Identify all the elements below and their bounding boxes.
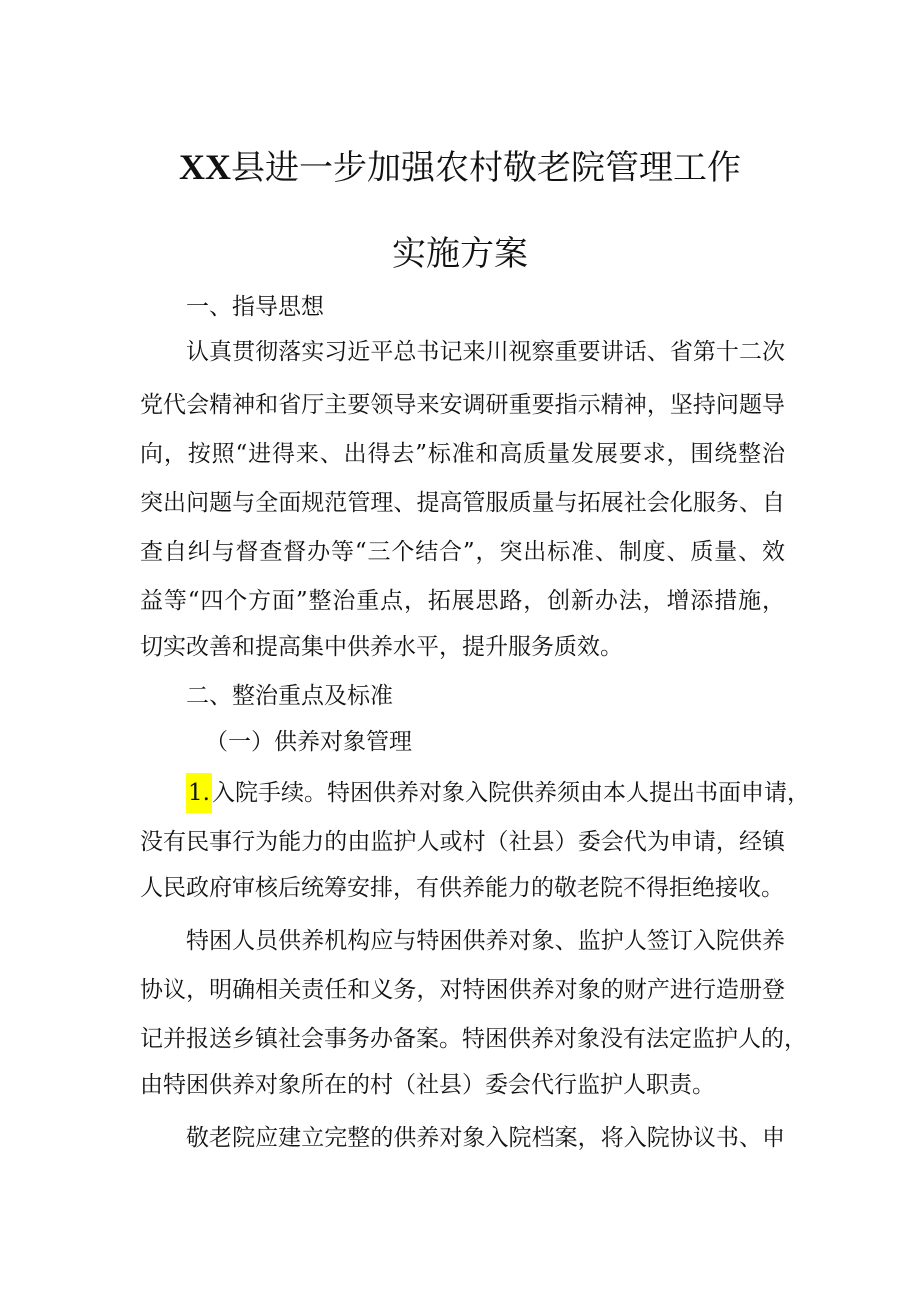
paragraph-3-line-4: 由特困供养对象所在的村（社县）委会代行监护人职责。 [140,1072,715,1098]
paragraph-1-line-5: 查自纠与督查督办等“三个结合”，突出标准、制度、质量、效 [140,539,785,565]
subsection-heading-1: （一）供养对象管理 [205,729,412,755]
item-1-number-highlight: 1. [186,773,212,813]
title-main: 县进一步加强农村敬老院管理工作 [231,148,741,188]
item-1-line-1 [188,773,810,813]
paragraph-3-line-3: 记并报送乡镇社会事务办备案。特困供养对象没有法定监护人的， [140,1026,807,1052]
item-1-line-2: 没有民事行为能力的由监护人或村（社县）委会代为申请，经镇 [140,829,785,855]
paragraph-1-line-2: 党代会精神和省厅主要领导来安调研重要指示精神，坚持问题导 [140,392,785,418]
paragraph-1-line-7: 切实改善和提高集中供养水平，提升服务质效。 [140,634,623,660]
section-heading-1: 一、指导思想 [186,294,324,320]
paragraph-1-line-6: 益等“四个方面”整治重点，拓展思路，创新办法，增添措施， [140,588,785,614]
paragraph-1-line-1: 认真贯彻落实习近平总书记来川视察重要讲话、省第十二次 [186,339,785,365]
document-title-line-1 [0,140,920,189]
paragraph-1-line-4: 突出问题与全面规范管理、提高管服质量与拓展社会化服务、自 [140,490,785,516]
paragraph-4-line-1: 敬老院应建立完整的供养对象入院档案，将入院协议书、申 [186,1125,785,1151]
document-title-line-2: 实施方案 [392,234,528,274]
section-heading-2: 二、整治重点及标准 [186,683,393,709]
paragraph-1-line-3: 向，按照“进得来、出得去”标准和高质量发展要求，围绕整治 [140,441,785,467]
title-prefix: XX [179,147,231,187]
item-1-text: 入院手续。特困供养对象入院供养须由本人提出书面申请， [211,780,810,806]
paragraph-3-line-1: 特困人员供养机构应与特困供养对象、监护人签订入院供养 [186,928,785,954]
paragraph-3-line-2: 协议，明确相关责任和义务，对特困供养对象的财产进行造册登 [140,977,785,1003]
item-1-line-3: 人民政府审核后统筹安排，有供养能力的敬老院不得拒绝接收。 [140,875,784,901]
